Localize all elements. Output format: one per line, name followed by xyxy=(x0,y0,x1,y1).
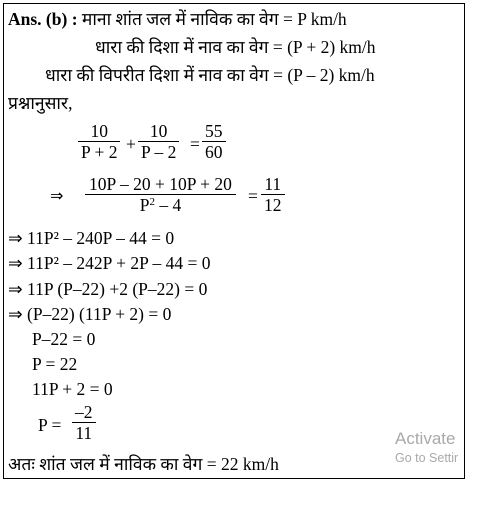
step-4: ⇒ (P–22) (11P + 2) = 0 xyxy=(8,304,172,324)
plus-sign: + xyxy=(126,134,136,154)
watermark-line-1: Activate xyxy=(395,429,456,448)
fraction-10-over-p-plus-2 xyxy=(78,121,120,162)
denominator-exponent: 2 xyxy=(149,196,155,208)
step-2: ⇒ 11P² – 242P + 2P – 44 = 0 xyxy=(8,253,211,273)
result-1: P–22 = 0 xyxy=(32,329,96,349)
fraction-11-over-12 xyxy=(261,174,285,215)
assumption-text: माना शांत जल में नाविक का वेग = P km/h xyxy=(81,9,347,29)
fraction-numerator: 10 xyxy=(90,121,108,141)
result-3: 11P + 2 = 0 xyxy=(32,379,113,399)
equals-sign: = xyxy=(248,186,258,206)
upstream-speed-text: धारा की विपरीत दिशा में नाव का वेग = (P – 2) km/h xyxy=(45,65,375,85)
watermark-line-2: Go to Settir xyxy=(395,451,459,465)
fraction-denominator: 12 xyxy=(264,195,282,215)
denominator-base: P xyxy=(139,195,150,215)
fraction-numerator: –2 xyxy=(75,402,93,422)
fraction-numerator: 10P – 20 + 10P + 20 xyxy=(89,174,232,194)
fraction-denominator: 11 xyxy=(75,423,93,443)
fraction-denominator xyxy=(137,195,184,215)
fraction-denominator: 60 xyxy=(205,142,223,162)
fraction-numerator: 55 xyxy=(205,121,223,141)
step-1: ⇒ 11P² – 240P – 44 = 0 xyxy=(8,228,175,248)
step-3: ⇒ 11P (P–22) +2 (P–22) = 0 xyxy=(8,279,208,299)
conclusion-text: अतः शांत जल में नाविक का वेग = 22 km/h xyxy=(8,454,279,474)
fraction-minus-2-over-11 xyxy=(72,402,96,443)
fraction-denominator: P – 2 xyxy=(141,142,177,162)
downstream-speed-text: धारा की दिशा में नाव का वेग = (P + 2) km/h xyxy=(95,37,376,57)
fraction-55-over-60 xyxy=(202,121,226,162)
answer-label: Ans. (b) : xyxy=(8,9,78,29)
result-2: P = 22 xyxy=(32,354,78,374)
according-to-question: प्रश्नानुसार, xyxy=(8,93,73,113)
combined-fraction xyxy=(85,174,236,215)
equals-sign: = xyxy=(190,134,200,154)
fraction-10-over-p-minus-2 xyxy=(138,121,179,162)
denominator-rest: – 4 xyxy=(154,195,182,215)
p-equals: P = xyxy=(38,415,62,435)
implies-arrow: ⇒ xyxy=(50,186,64,205)
activation-watermark xyxy=(395,429,458,467)
answer-line xyxy=(8,9,347,29)
fraction-numerator: 10 xyxy=(149,121,168,141)
fraction-numerator: 11 xyxy=(264,174,282,194)
fraction-denominator: P + 2 xyxy=(81,142,118,162)
